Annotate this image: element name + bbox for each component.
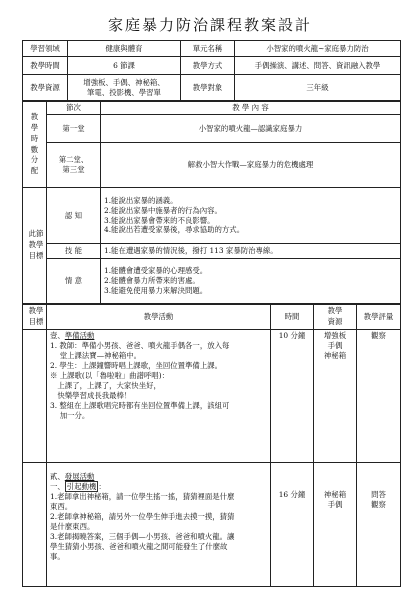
goal-item: 3.能避免使用暴力來解決問題。 xyxy=(104,285,208,295)
content-header: 教 學 內 容 xyxy=(101,102,401,115)
domain-value: 健康與體育 xyxy=(68,41,181,57)
unit-value: 小智家的噴火龍~家庭暴力防治 xyxy=(235,41,401,57)
skill-items xyxy=(101,244,401,259)
goal-item: 2.能說出家暴中施暴者的行為內容。 xyxy=(104,205,222,215)
goals-row-affect xyxy=(23,259,401,304)
goal-item: 4.能說出若遭受家暴後，尋求協助的方式。 xyxy=(104,225,245,235)
resource-value-line: 筆電、投影機、學習單 xyxy=(87,87,161,97)
activity-line: 快樂學習成長我最棒！ xyxy=(50,390,132,400)
prepare-resource xyxy=(314,330,357,463)
info-row-domain xyxy=(23,41,401,57)
activity-header-row xyxy=(23,305,401,330)
activity-goal-cell xyxy=(23,463,47,587)
info-table xyxy=(22,40,401,101)
session-label-line: 第三堂 xyxy=(62,165,85,174)
activity-line: 事。 xyxy=(50,551,65,561)
head-eval: 教學評量 xyxy=(357,305,401,330)
goals-row-cognitive xyxy=(23,188,401,244)
goal-item: 1.能在遭遇家暴的情況後，撥打 113 家暴防治專線。 xyxy=(104,246,278,255)
session-content: 解救小智大作戰—家庭暴力的危機處理 xyxy=(101,143,401,188)
hours-table xyxy=(22,101,401,188)
activity-line: 1.老師拿出神秘箱，請一位學生搖一搖，猜猜裡面是什麼 xyxy=(50,491,235,501)
develop-time xyxy=(271,463,314,587)
hours-row xyxy=(23,143,401,188)
session-label: 第一堂 xyxy=(47,115,101,143)
resource-label: 教學資源 xyxy=(23,75,68,101)
head-time: 時間 xyxy=(271,305,314,330)
eval-item: 觀察 xyxy=(371,499,386,509)
resource-value-line: 增強板、手偶、神秘箱、 xyxy=(83,77,165,87)
target-value: 三年級 xyxy=(235,75,401,101)
resource-item: 神秘箱 xyxy=(323,490,347,499)
develop-eval xyxy=(357,463,401,587)
method-value: 手偶操演、講述、問答、資訊融入教學 xyxy=(235,57,401,75)
session-content: 小智家的噴火龍—認識家庭暴力 xyxy=(101,115,401,143)
time-value: 6 節課 xyxy=(68,57,181,75)
activity-table xyxy=(22,304,401,587)
domain-label: 學習領域 xyxy=(23,41,68,57)
prepare-heading: 壹、準備活動 xyxy=(50,331,95,340)
activity-line: 是什麼東西。 xyxy=(50,521,95,531)
time-label: 教學時間 xyxy=(23,57,68,75)
info-row-resource xyxy=(23,75,401,101)
unit-label: 單元名稱 xyxy=(181,41,235,57)
goal-item: 2.能體會暴力所帶來的害處。 xyxy=(104,276,200,285)
prepare-time: 10 分鐘 xyxy=(271,330,314,463)
resource-item: 增強板 xyxy=(323,331,347,340)
activity-line: 2.老師拿神秘箱，請另外一位學生伸手進去摸一摸，猜猜 xyxy=(50,511,235,521)
activity-line: 加一分。 xyxy=(50,410,90,420)
cognitive-items xyxy=(101,188,401,244)
activity-line: 上課了，上課了，大家快坐好， xyxy=(50,380,161,390)
prepare-eval: 觀察 xyxy=(357,330,401,463)
activity-goal-cell xyxy=(23,330,47,463)
section-header: 節次 xyxy=(47,102,101,115)
activity-line: 1. 教師：準備小男孩、爸爸、噴火龍手偶各一，放入每 xyxy=(50,340,230,350)
goal-item: 3.能說出家暴會帶來的不良影響。 xyxy=(104,215,215,225)
goals-table xyxy=(22,187,401,304)
page-title: 家庭暴力防治課程教案設計 xyxy=(107,16,312,34)
develop-heading: 貳、發展活動 xyxy=(50,472,95,481)
activity-line: 2. 學生：上課鐘響時唱上課歌，坐回位置準備上課。 xyxy=(50,360,222,370)
resource-value xyxy=(68,75,181,101)
activity-line: 學生猜猜小男孩、爸爸和噴火龍之間可能發生了什麼故 xyxy=(50,541,228,551)
cognitive-label: 認 知 xyxy=(47,188,101,244)
session-label xyxy=(47,143,101,188)
goal-item: 1.能體會遭受家暴的心理感受。 xyxy=(104,266,208,276)
session-label-line: 第二堂、 xyxy=(58,155,89,165)
activity-line: 東西。 xyxy=(50,501,73,511)
info-row-time xyxy=(23,57,401,75)
hours-header-row xyxy=(23,102,401,115)
develop-resource xyxy=(314,463,357,587)
activity-row-prepare xyxy=(23,330,401,463)
resource-item: 手偶 xyxy=(327,499,343,509)
prepare-activity xyxy=(47,330,271,463)
skill-label: 技 能 xyxy=(47,244,101,259)
affect-items xyxy=(101,259,401,304)
head-activity: 教學活動 xyxy=(47,305,271,330)
goals-row-skill xyxy=(23,244,401,259)
eval-item: 問答 xyxy=(371,490,386,499)
develop-time-value: 16 分鐘 xyxy=(278,490,306,499)
resource-item: 手偶 xyxy=(327,340,343,350)
develop-subheading: 一、 引起動機 ： xyxy=(50,481,106,491)
activity-line: 3.老師揭曉答案，三個手偶—小男孩、爸爸和噴火龍。讓 xyxy=(50,531,235,541)
hours-row xyxy=(23,115,401,143)
activity-line: ※ 上課歌(以「魯啦啦」曲譜呼唱)： xyxy=(50,370,169,380)
goals-side-label: 此節教學目標 xyxy=(23,188,47,304)
affect-label: 情 意 xyxy=(47,259,101,304)
activity-row-develop xyxy=(23,463,401,587)
hours-side-label: 教學時數分配 xyxy=(23,102,47,188)
develop-activity xyxy=(47,463,271,587)
resource-item: 神秘箱 xyxy=(323,350,347,360)
head-goal: 教學目標 xyxy=(23,305,47,330)
goal-item: 1.能說出家暴的涵義。 xyxy=(104,195,178,205)
head-resource: 教學資源 xyxy=(314,305,357,330)
activity-line: 堂上課法寶—神秘箱中。 xyxy=(50,350,142,360)
method-label: 教學方式 xyxy=(181,57,235,75)
activity-line: 3. 整組在上課歌唱完時都有坐回位置準備上課，該組可 xyxy=(50,400,230,410)
target-label: 教學對象 xyxy=(181,75,235,101)
